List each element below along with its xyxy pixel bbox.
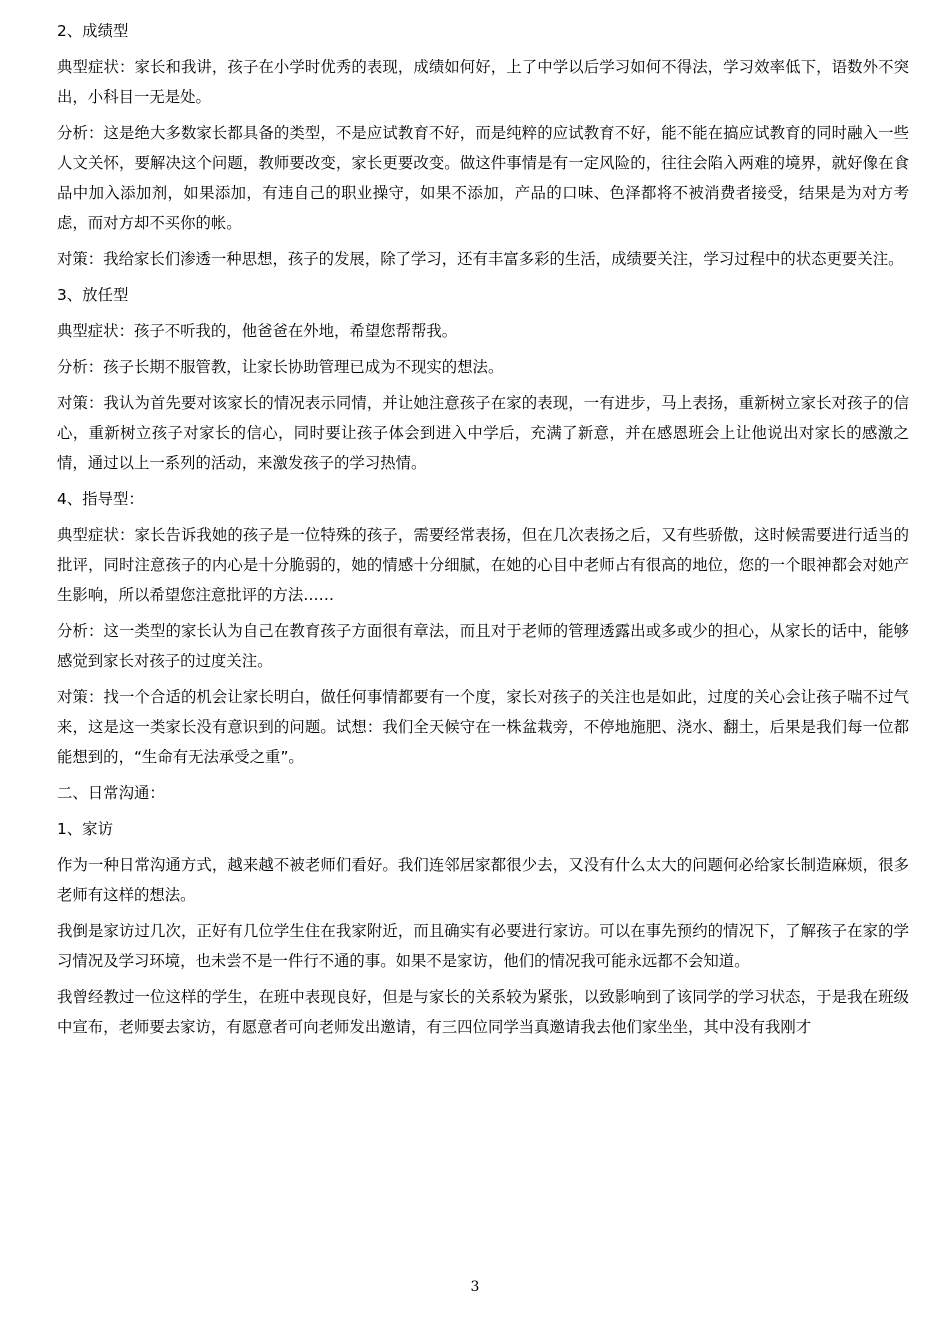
paragraph-home-visit-experience: 我倒是家访过几次，正好有几位学生住在我家附近，而且确实有必要进行家访。可以在事先预约的情况下，了解孩子在家的学习情况及学习环境，也未尝不是一件行不通的事。如果不是家访，他们的情况我可能永远都不会知道。: [57, 922, 909, 970]
page-number: 3: [470, 1279, 480, 1295]
paragraph-home-visit-story: 我曾经教过一位这样的学生，在班中表现良好，但是与家长的关系较为紧张，以致影响到了该同学的学习状态，于是我在班级中宣布，老师要去家访，有愿意者可向老师发出邀请，有三四位同学当真邀请我去他们家坐坐，其中没有我刚才: [57, 988, 909, 1036]
section-heading-laissez-faire-type: 3、放任型: [57, 286, 129, 304]
section-heading-daily-communication: 二、日常沟通：: [57, 784, 165, 802]
paragraph-laissez-faire-analysis: 分析：孩子长期不服管教，让家长协助管理已成为不现实的想法。: [57, 358, 504, 376]
document-body: [57, 16, 909, 1048]
paragraph-grade-strategy: 对策：我给家长们渗透一种思想，孩子的发展，除了学习，还有丰富多彩的生活，成绩要关注，学习过程中的状态更要关注。: [57, 250, 904, 268]
section-heading-home-visit: 1、家访: [57, 820, 113, 838]
paragraph-grade-symptom: 典型症状：家长和我讲，孩子在小学时优秀的表现，成绩如何好，上了中学以后学习如何不得法，学习效率低下，语数外不突出，小科目一无是处。: [57, 58, 909, 106]
paragraph-guidance-strategy: 对策：找一个合适的机会让家长明白，做任何事情都要有一个度，家长对孩子的关注也是如此，过度的关心会让孩子喘不过气来，这是这一类家长没有意识到的问题。试想：我们全天候守在一株盆栽旁，不停地施肥、浇水、翻土，后果是我们每一位都能想到的，“生命有无法承受之重”。: [57, 688, 909, 766]
paragraph-home-visit-intro: 作为一种日常沟通方式，越来越不被老师们看好。我们连邻居家都很少去，又没有什么太大的问题何必给家长制造麻烦，很多老师有这样的想法。: [57, 856, 909, 904]
paragraph-guidance-analysis: 分析：这一类型的家长认为自己在教育孩子方面很有章法，而且对于老师的管理透露出或多或少的担心，从家长的话中，能够感觉到家长对孩子的过度关注。: [57, 622, 909, 670]
paragraph-guidance-symptom: 典型症状：家长告诉我她的孩子是一位特殊的孩子，需要经常表扬，但在几次表扬之后，又有些骄傲，这时候需要进行适当的批评，同时注意孩子的内心是十分脆弱的，她的情感十分细腻，在她的心目中老师占有很高的地位，您的一个眼神都会对她产生影响，所以希望您注意批评的方法……: [57, 526, 909, 604]
section-heading-guidance-type: 4、指导型：: [57, 490, 144, 508]
paragraph-laissez-faire-strategy: 对策：我认为首先要对该家长的情况表示同情，并让她注意孩子在家的表现，一有进步，马上表扬，重新树立家长对孩子的信心，重新树立孩子对家长的信心，同时要让孩子体会到进入中学后，充满了新意，并在感恩班会上让他说出对家长的感激之情，通过以上一系列的活动，来激发孩子的学习热情。: [57, 394, 909, 472]
paragraph-grade-analysis: 分析：这是绝大多数家长都具备的类型，不是应试教育不好，而是纯粹的应试教育不好，能不能在搞应试教育的同时融入一些人文关怀，要解决这个问题，教师要改变，家长更要改变。做这件事情是有一定风险的，往往会陷入两难的境界，就好像在食品中加入添加剂，如果添加，有违自己的职业操守，如果不添加，产品的口味、色泽都将不被消费者接受，结果是为对方考虑，而对方却不买你的帐。: [57, 124, 909, 232]
paragraph-laissez-faire-symptom: 典型症状：孩子不听我的，他爸爸在外地，希望您帮帮我。: [57, 322, 458, 340]
section-heading-grade-type: 2、成绩型: [57, 22, 129, 40]
